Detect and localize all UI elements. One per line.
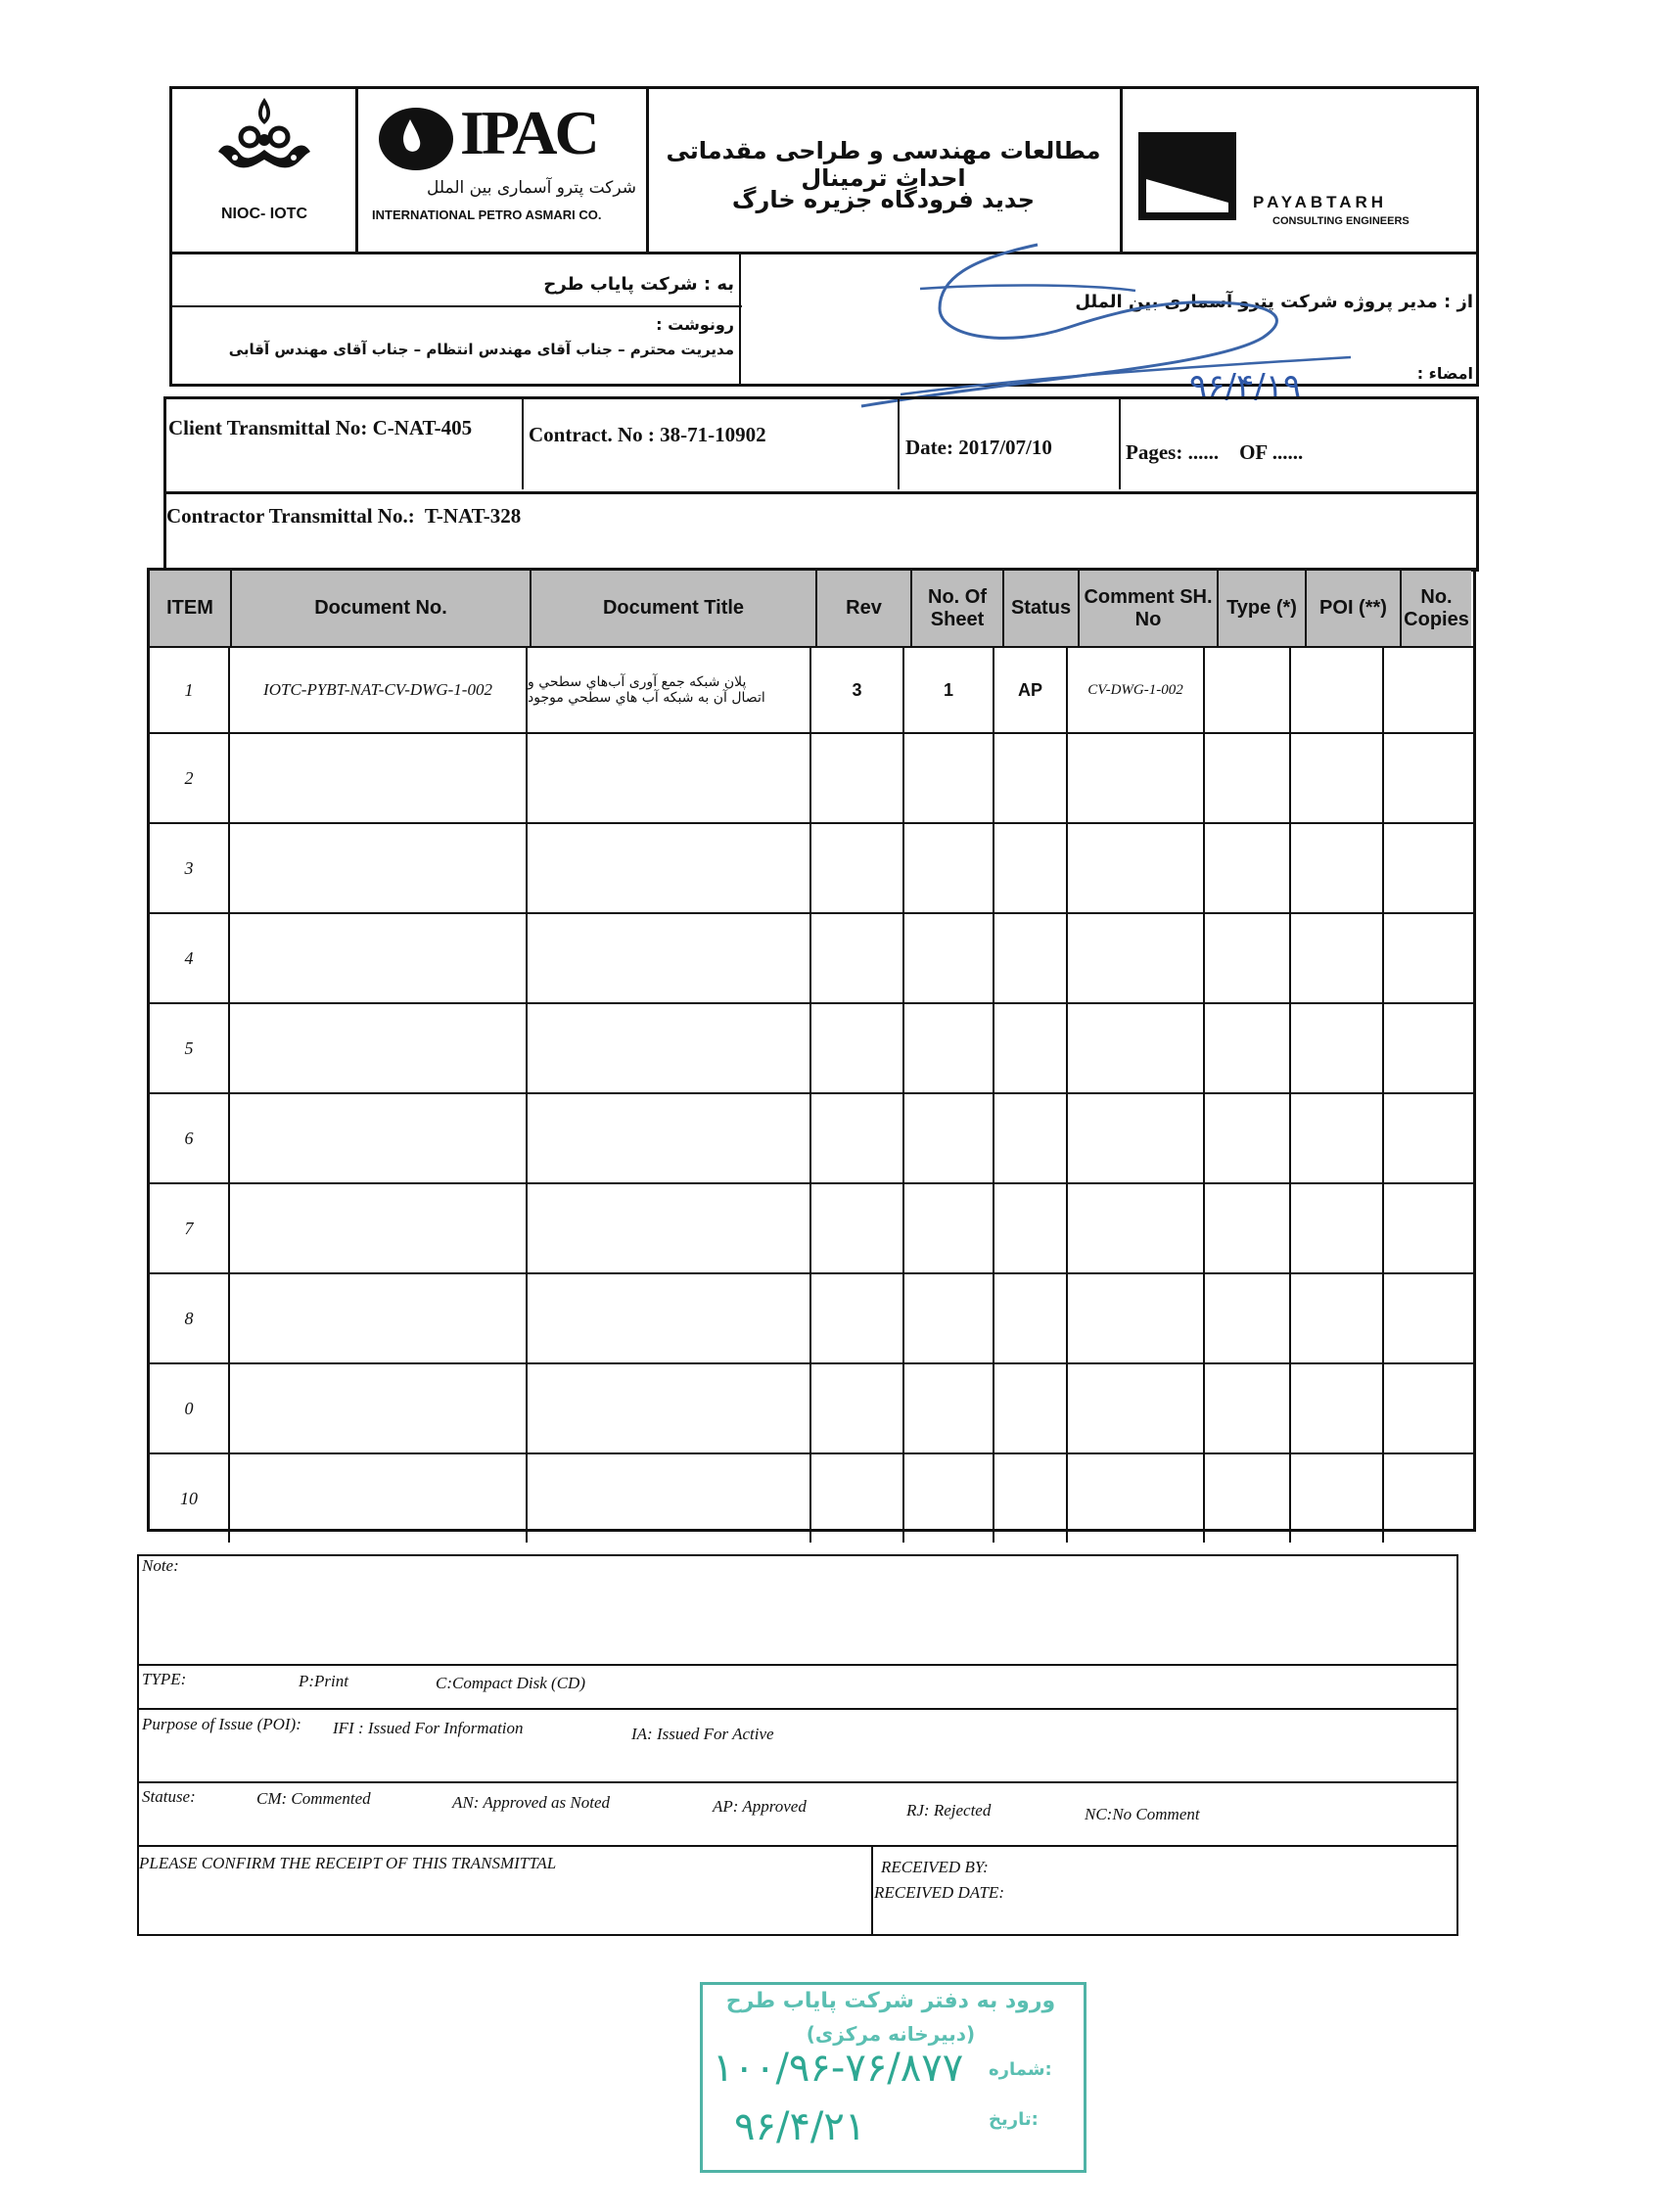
poi-ia: IA: Issued For Active: [631, 1725, 774, 1743]
ipac-english-name: INTERNATIONAL PETRO ASMARI CO.: [372, 207, 602, 222]
row-comment: CV-DWG-1-002: [1068, 648, 1205, 732]
col-copies: No. Copies: [1402, 571, 1471, 646]
table-row: [150, 1004, 1473, 1094]
row-title-line1: پلان شبکه جمع آوری آب‌هاي سطحي و: [528, 674, 747, 690]
row-sheets: 1: [904, 648, 994, 732]
col-poi: POI (**): [1307, 571, 1402, 646]
payabtarh-logo-icon: [1138, 132, 1236, 220]
from-field: از : مدیر پروژه شرکت پترو آسماری بین الملل: [1075, 292, 1473, 312]
contract-number: Contract. No : 38-71-10902: [529, 423, 766, 446]
notes-block: [137, 1554, 1458, 1936]
note-label: Note:: [142, 1556, 179, 1575]
col-item: ITEM: [150, 571, 232, 646]
status-label: Statuse:: [142, 1787, 196, 1806]
status-ap: AP: Approved: [713, 1797, 807, 1816]
stamp-date-value: ۹۶/۴/۲۱: [734, 2104, 866, 2149]
row-item: 1: [150, 648, 230, 732]
payabtarh-name: PAYABTARH: [1253, 193, 1388, 211]
poi-label: Purpose of Issue (POI):: [142, 1715, 301, 1733]
col-rev: Rev: [817, 571, 912, 646]
row-item: 5: [150, 1004, 230, 1092]
row-document-no: IOTC-PYBT-NAT-CV-DWG-1-002: [230, 648, 528, 732]
poi-ifi: IFI : Issued For Information: [333, 1719, 524, 1737]
nioc-label: NIOC- IOTC: [221, 206, 307, 222]
cc-label: رونوشت :: [656, 315, 734, 334]
row-item: 6: [150, 1094, 230, 1182]
row-item: 0: [150, 1364, 230, 1452]
status-cm: CM: Commented: [256, 1789, 371, 1808]
row-copies: [1384, 648, 1454, 732]
stamp-date-label: تاریخ:: [989, 2109, 1039, 2130]
stamp-line1: ورود به دفتر شرکت پایاب طرح: [725, 1989, 1056, 2013]
table-row: [150, 1274, 1473, 1364]
transmittal-date: Date: 2017/07/10: [905, 436, 1052, 459]
table-row: [150, 824, 1473, 914]
received-by: RECEIVED BY:: [881, 1858, 989, 1876]
type-print: P:Print: [299, 1672, 348, 1690]
table-row: [150, 1184, 1473, 1274]
payabtarh-subtitle: CONSULTING ENGINEERS: [1272, 215, 1410, 227]
stamp-line2: (دبیرخانه مرکزی): [806, 2022, 976, 2046]
row-item: 7: [150, 1184, 230, 1272]
received-date: RECEIVED DATE:: [874, 1883, 1004, 1902]
col-document-title: Document Title: [532, 571, 817, 646]
row-status: AP: [994, 648, 1068, 732]
ipac-logo-text: IPAC: [460, 98, 597, 167]
col-sheets: No. Of Sheet: [912, 571, 1004, 646]
pages-count: Pages: ...... OF ......: [1126, 440, 1304, 464]
row-type: [1205, 648, 1291, 732]
status-nc: NC:No Comment: [1085, 1805, 1200, 1823]
table-header-row: [150, 571, 1473, 648]
cc-value: مدیریت محترم – جناب آقای مهندس انتظام – جناب آقای مهندس آقابی: [228, 341, 734, 358]
nioc-logo: [210, 93, 318, 186]
table-row: [150, 734, 1473, 824]
type-label: TYPE:: [142, 1670, 187, 1688]
row-rev: 3: [811, 648, 904, 732]
confirm-receipt: PLEASE CONFIRM THE RECEIPT OF THIS TRANSMITTAL: [139, 1854, 557, 1872]
table-row: [150, 1454, 1473, 1543]
table-row: [150, 1364, 1473, 1454]
client-transmittal: Client Transmittal No: C-NAT-405: [168, 416, 473, 439]
col-type: Type (*): [1219, 571, 1307, 646]
contractor-transmittal: Contractor Transmittal No.: T-NAT-328: [166, 504, 522, 528]
project-title-line1: مطالعات مهندسی و طراحی مقدماتی احداث ترمینال: [666, 137, 1101, 192]
table-row: [150, 914, 1473, 1004]
row-item: 4: [150, 914, 230, 1002]
table-row: [150, 1094, 1473, 1184]
to-field: به : شرکت پایاب طرح: [543, 274, 734, 295]
handwritten-date: ۹۶/۴/۱۹: [1189, 367, 1302, 406]
stamp-number-label: شماره:: [989, 2059, 1052, 2080]
col-comment: Comment SH. No: [1080, 571, 1219, 646]
project-title-line2: جدید فرودگاه جزیره خارگ: [731, 186, 1036, 213]
status-an: AN: Approved as Noted: [452, 1793, 611, 1812]
row-document-title: [528, 648, 811, 732]
row-poi: [1291, 648, 1384, 732]
type-cd: C:Compact Disk (CD): [436, 1674, 585, 1692]
stamp-number-value: ۱۰۰/۹۶-۷۶/۸۷۷: [713, 2046, 964, 2091]
col-document-no: Document No.: [232, 571, 532, 646]
row-title-line2: اتصال آن به شبکه آب هاي سطحي موجود: [528, 690, 765, 706]
signature-label: امضاء :: [1416, 364, 1473, 383]
ipac-farsi-name: شرکت پترو آسماری بین الملل: [426, 178, 636, 198]
table-row: [150, 648, 1473, 734]
document-table: [147, 568, 1476, 1532]
status-rj: RJ: Rejected: [906, 1801, 992, 1820]
row-item: 10: [150, 1454, 230, 1543]
row-item: 3: [150, 824, 230, 912]
ipac-drop-icon: [377, 106, 455, 172]
row-item: 8: [150, 1274, 230, 1362]
row-item: 2: [150, 734, 230, 822]
col-status: Status: [1004, 571, 1080, 646]
